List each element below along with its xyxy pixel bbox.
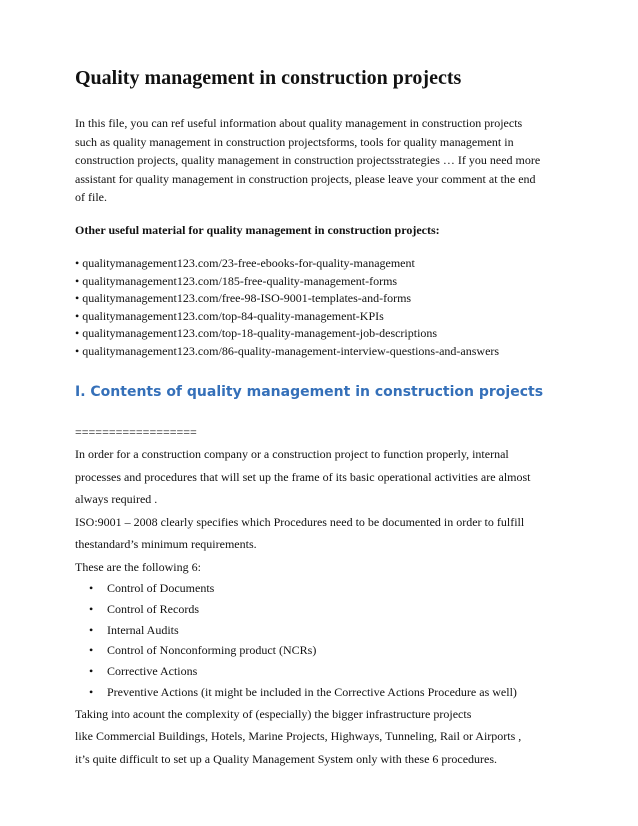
intro-line: assistant for quality management in construction projects, please leave your comment at the end [75, 171, 536, 186]
resource-link[interactable]: • qualitymanagement123.com/185-free-quality-management-forms [75, 273, 398, 288]
resource-link[interactable]: • qualitymanagement123.com/top-84-quality-management-KPIs [75, 308, 384, 323]
bullet-icon: • [89, 601, 94, 616]
closing-line: it’s quite difficult to set up a Quality Management System only with these 6 procedures. [75, 751, 498, 766]
document-page [75, 66, 575, 770]
procedure-label: Control of Documents [107, 581, 215, 596]
procedure-item [75, 682, 575, 703]
procedure-label: Corrective Actions [107, 664, 198, 679]
intro-line: of file. [75, 190, 107, 205]
document-title: Quality management in construction projects [75, 67, 462, 89]
body-line: always required . [75, 492, 158, 507]
intro-paragraph [75, 114, 561, 207]
body-line: These are the following 6: [75, 559, 201, 574]
procedure-item [75, 578, 575, 599]
bullet-icon: • [89, 685, 94, 700]
resource-link[interactable]: • qualitymanagement123.com/top-18-quality-management-job-descriptions [75, 326, 438, 341]
resource-link[interactable]: • qualitymanagement123.com/86-quality-management-interview-questions-and-answers [75, 343, 500, 358]
bullet-icon: • [89, 581, 94, 596]
procedure-item [75, 640, 575, 661]
bullet-icon: • [89, 664, 94, 679]
resource-link-list [75, 255, 575, 361]
intro-line: In this file, you can ref useful information about quality management in construction projects [75, 116, 523, 130]
intro-line: construction projects, quality management in construction projectsstrategies … If you need more [75, 153, 541, 168]
body-line: ISO:9001 – 2008 clearly specifies which Procedures need to be documented in order to fulfill [75, 514, 525, 529]
procedure-list [75, 578, 575, 703]
body-line: In order for a construction company or a construction project to function properly, internal [75, 447, 509, 462]
bullet-icon: • [89, 622, 94, 637]
closing-paragraph [75, 703, 575, 771]
procedure-item [75, 599, 575, 620]
other-material-heading: Other useful material for quality management in construction projects: [75, 222, 440, 237]
procedure-label: Internal Audits [107, 622, 179, 637]
closing-line: like Commercial Buildings, Hotels, Marine Projects, Highways, Tunneling, Rail or Airports , [75, 729, 522, 744]
section-body [75, 421, 575, 579]
procedure-item [75, 661, 575, 682]
resource-link[interactable]: • qualitymanagement123.com/free-98-ISO-9001-templates-and-forms [75, 291, 412, 306]
resource-link[interactable]: • qualitymanagement123.com/23-free-ebooks-for-quality-management [75, 255, 415, 270]
section-heading-contents: I. Contents of quality management in construction projects [75, 383, 544, 400]
body-line: processes and procedures that will set up the frame of its basic operational activities are almost [75, 469, 531, 484]
procedure-label: Control of Nonconforming product (NCRs) [107, 643, 317, 658]
separator-line: ================== [75, 424, 197, 439]
procedure-item [75, 620, 575, 641]
procedure-label: Control of Records [107, 601, 199, 616]
body-line: thestandard’s minimum requirements. [75, 537, 257, 552]
intro-line: such as quality management in construction projectsforms, tools for quality management in [75, 134, 514, 149]
procedure-label: Preventive Actions (it might be included in the Corrective Actions Procedure as well) [107, 685, 517, 700]
closing-line: Taking into acount the complexity of (especially) the bigger infrastructure projects [75, 706, 472, 721]
bullet-icon: • [89, 643, 94, 658]
